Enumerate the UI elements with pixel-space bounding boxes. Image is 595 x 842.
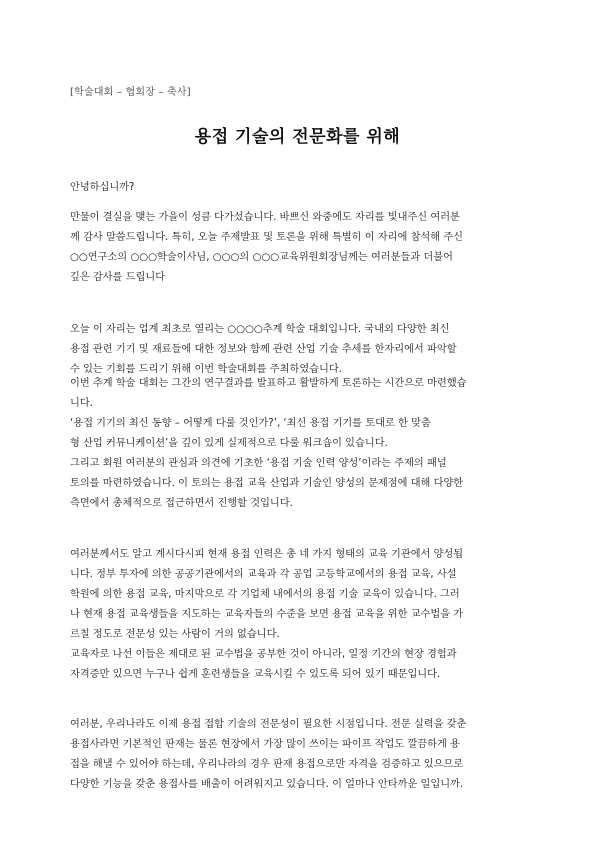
text-line: ○○연구소의 ○○○학술이사님, ○○○의 ○○○교육위원회장님께는 여러분들과 더불어 — [70, 252, 453, 263]
paragraph-4 — [70, 545, 528, 685]
text-line: 깊은 감사를 드립니다 — [70, 272, 166, 283]
text-line: 여러분, 우리나라도 이제 용접 접합 기술의 전문성이 필요한 시점입니다. 전문 실력을 갖춘 — [70, 719, 467, 730]
text-line: 측면에서 총체적으로 접근하면서 진행할 것입니다. — [70, 498, 293, 509]
text-line: 자격증만 있으면 누구나 쉽게 훈련생들을 교육시킬 수 있도록 되어 있기 때문입니다. — [70, 669, 441, 680]
text-line: 니다. 정부 투자에 의한 공공기관에서의 교육과 각 공업 고등학교에서의 용접 교육, 사설 — [70, 569, 457, 580]
greeting: 안녕하십니까? — [70, 182, 135, 193]
text-line: 다양한 기능을 갖춘 용접사를 배출이 어려워지고 있습니다. 이 얼마나 안타까운 일입니까. — [70, 779, 464, 790]
section-tag: [학술대회 – 협회장 – 축사] — [70, 87, 191, 98]
paragraph-1 — [70, 208, 528, 288]
text-line: 수 있는 기회를 드리기 위해 이번 학술대회를 주최하였습니다. — [70, 364, 342, 375]
text-line: 니다. — [70, 398, 93, 409]
paragraph-2 — [70, 320, 528, 380]
text-line: 께 감사 말씀드립니다. 특히, 오늘 주제발표 및 토론을 위해 특별히 이 자리에 참석해 주신 — [70, 232, 464, 243]
text-line: 여러분께서도 알고 계시다시피 현재 용접 인력은 총 네 가지 형태의 교육 기관에서 양성됩 — [70, 549, 464, 560]
text-line: 만물이 결실을 맺는 가을이 성큼 다가섰습니다. 바쁘신 와중에도 자리를 빛내주신 여러분 — [70, 212, 460, 223]
text-line: 용접 관련 기기 및 재료들에 대한 정보와 함께 관련 산업 기술 추세를 한자리에서 파악할 — [70, 344, 457, 355]
page-title: 용접 기술의 전문화를 위해 — [194, 127, 401, 147]
paragraph-3 — [70, 374, 528, 514]
text-line: 오늘 이 자리는 업계 최초로 열리는 ○○○○추계 학술 대회입니다. 국내외 다양한 최신 — [70, 324, 450, 335]
text-line: 학원에 의한 용접 교육, 마지막으로 각 기업체 내에서의 용접 기술 교육이 있습니다. 그러 — [70, 589, 460, 600]
text-line: 접을 해낼 수 있어야 하는데, 우리나라의 경우 판재 용접으로만 자격을 검증하고 있으므로 — [70, 759, 464, 770]
text-line: 그리고 회원 여러분의 관심과 의견에 기초한 ‘용접 기술 인력 양성’이라는 주제의 패널 — [70, 458, 447, 469]
text-line: 교육자로 나선 이들은 제대로 된 교수법을 공부한 것이 아니라, 일정 기간의 현장 경험과 — [70, 649, 457, 660]
text-line: ‘용접 기기의 최신 동향 – 어떻게 다룰 것인가?’, ‘최신 용접 기기를 토대로 한 맞춤 — [70, 418, 431, 429]
paragraph-5 — [70, 715, 528, 795]
text-line: 형 산업 커뮤니케이션’을 깊이 있게 실제적으로 다룰 워크숍이 있습니다. — [70, 438, 388, 449]
text-line: 토의를 마련하였습니다. 이 토의는 용접 교육 산업과 기술인 양성의 문제점에 대해 다양한 — [70, 478, 464, 489]
text-line: 용접사라면 기본적인 판재는 물론 현장에서 가장 많이 쓰이는 파이프 작업도 깔끔하게 용 — [70, 739, 460, 750]
text-line: 이번 추계 학술 대회는 그간의 연구결과를 발표하고 활발하게 토론하는 시간으로 마련했습 — [70, 378, 467, 389]
text-line: 르칠 정도로 전문성 있는 사람이 거의 없습니다. — [70, 629, 280, 640]
text-line: 나 현재 용접 교육생들을 지도하는 교육자들의 수준을 보면 용접 교육을 위한 교수법을 가 — [70, 609, 464, 620]
